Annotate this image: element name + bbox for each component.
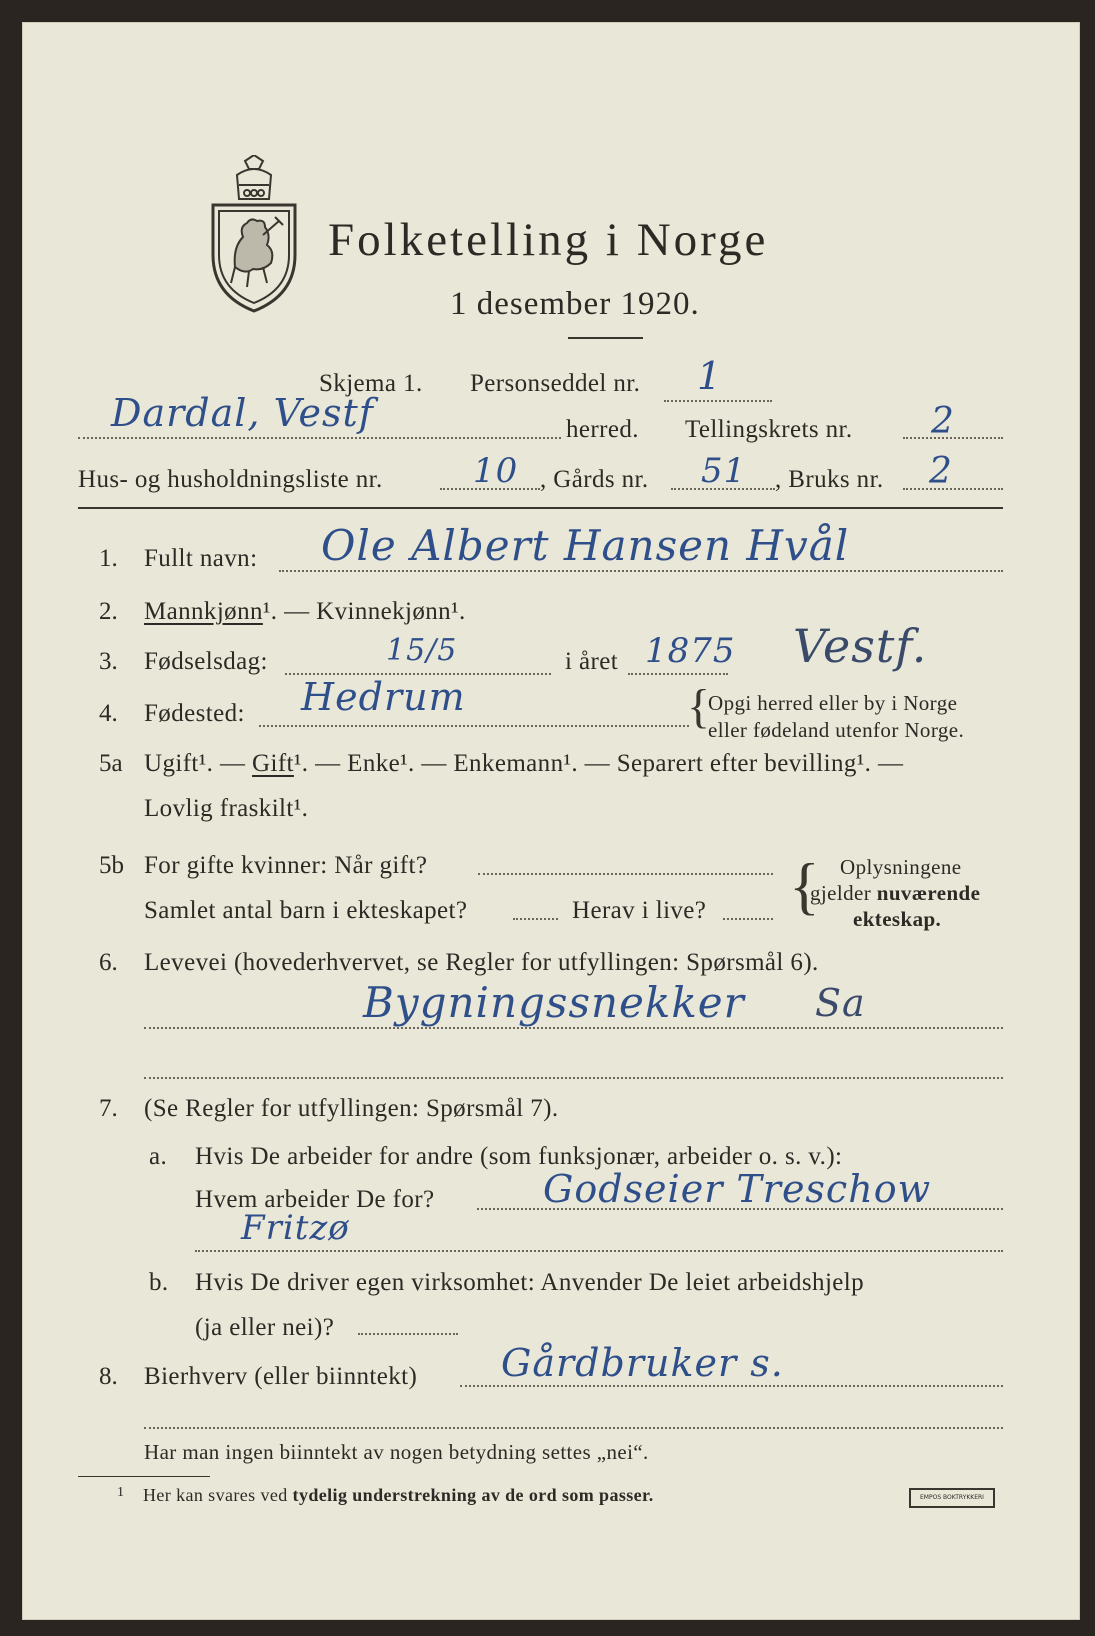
- occupation-line: [144, 1027, 1003, 1029]
- q1-number: 1.: [99, 545, 118, 572]
- side-income-value[interactable]: Gårdbruker s.: [501, 1341, 784, 1385]
- census-form: [22, 22, 1080, 1620]
- herred-value[interactable]: Dardal, Vestf: [111, 391, 374, 435]
- herred-line: [78, 437, 561, 439]
- occupation-value[interactable]: Bygningssnekker: [363, 978, 745, 1027]
- husholdningsliste-value[interactable]: 10: [473, 451, 519, 491]
- printer-stamp: EMPOS BOKTRYKKERI: [909, 1488, 995, 1508]
- section-divider: [78, 507, 1003, 509]
- q5b-note-line2: gjelder nuværende: [810, 881, 981, 905]
- q7b-text: Hvis De driver egen virksomhet: Anvender De leiet arbeidshjelp: [195, 1269, 865, 1296]
- year-label: i året: [565, 648, 619, 675]
- form-date: 1 desember 1920.: [450, 286, 700, 322]
- form-title: Folketelling i Norge: [328, 214, 769, 266]
- q5a-number: 5a: [99, 750, 123, 777]
- personseddel-value[interactable]: 1: [697, 354, 723, 398]
- employer-value[interactable]: Godseier Treschow: [543, 1167, 932, 1211]
- footnote-text: Her kan svares ved tydelig understrekning av de ord som passer.: [143, 1485, 654, 1505]
- q5b-brace: {: [789, 850, 820, 921]
- q4-note-line1: Opgi herred eller by i Norge: [708, 691, 958, 715]
- alive-line: [723, 918, 773, 920]
- q6-label: Levevei (hovederhvervet, se Regler for utfyllingen: Spørsmål 6).: [144, 949, 819, 976]
- gards-label: , Gårds nr.: [540, 466, 649, 493]
- q5a-options: [144, 750, 903, 778]
- occupation-line-2: [144, 1077, 1003, 1079]
- q2-number: 2.: [99, 598, 118, 625]
- side-income-line-2: [144, 1427, 1003, 1429]
- personseddel-label: Personseddel nr.: [470, 370, 641, 397]
- hired-help-line: [358, 1333, 458, 1335]
- q5b-note-line3: ekteskap.: [853, 907, 942, 931]
- option-ugift[interactable]: Ugift¹. —: [144, 750, 253, 777]
- tellingskrets-label: Tellingskrets nr.: [685, 416, 853, 443]
- q5b-number: 5b: [99, 852, 124, 879]
- q6-number: 6.: [99, 949, 118, 976]
- title-divider: [568, 337, 643, 339]
- q2-options: [144, 598, 466, 626]
- q5b-label1: For gifte kvinner: Når gift?: [144, 852, 428, 879]
- q5b-label2: Samlet antal barn i ekteskapet?: [144, 897, 468, 924]
- q5b-label3: Herav i live?: [572, 897, 707, 924]
- bruks-label: , Bruks nr.: [775, 466, 884, 493]
- married-when-line: [478, 873, 773, 875]
- side-income-line: [460, 1385, 1003, 1387]
- coat-of-arms-icon: [205, 155, 303, 315]
- option-other-status[interactable]: ¹. — Enke¹. — Enkemann¹. — Separert efter bevilling¹. —: [293, 750, 904, 777]
- birth-year-value[interactable]: 1875: [645, 631, 736, 671]
- husholdningsliste-label: Hus- og husholdningsliste nr.: [78, 466, 383, 493]
- schema-label: Skjema 1.: [319, 370, 423, 397]
- q4-label: Fødested:: [144, 700, 245, 727]
- q8-number: 8.: [99, 1363, 118, 1390]
- q1-line: [279, 570, 1003, 572]
- q8-label: Bierhverv (eller biinntekt): [144, 1363, 418, 1390]
- option-fraskilt[interactable]: Lovlig fraskilt¹.: [144, 795, 309, 822]
- footnote-rule: [78, 1476, 210, 1477]
- option-male[interactable]: Mannkjønn: [144, 598, 263, 625]
- q1-label: Fullt navn:: [144, 545, 258, 572]
- employer-line-2: [195, 1250, 1003, 1252]
- q5b-note-line1: Oplysningene: [840, 855, 962, 879]
- year-line: [628, 673, 728, 675]
- option-female[interactable]: Kvinnekjønn¹.: [316, 598, 466, 625]
- q7a-text: Hvis De arbeider for andre (som funksjonær, arbeider o. s. v.):: [195, 1143, 843, 1170]
- children-line: [513, 918, 558, 920]
- q3-number: 3.: [99, 648, 118, 675]
- q7-label: (Se Regler for utfyllingen: Spørsmål 7).: [144, 1095, 559, 1122]
- birthplace-value[interactable]: Hedrum: [301, 675, 466, 719]
- q4-number: 4.: [99, 700, 118, 727]
- herred-label: herred.: [566, 416, 639, 443]
- q7a-question: Hvem arbeider De for?: [195, 1186, 435, 1213]
- bruks-line: [903, 488, 1003, 490]
- full-name-value[interactable]: Ole Albert Hansen Hvål: [321, 521, 850, 570]
- q4-note-line2: eller fødeland utenfor Norge.: [708, 718, 965, 742]
- bruks-value[interactable]: 2: [929, 451, 953, 492]
- q7b-letter: b.: [149, 1269, 169, 1296]
- personseddel-line: [664, 400, 772, 402]
- footnote-mark: 1: [117, 1485, 125, 1500]
- income-note: Har man ingen biinntekt av nogen betydning settes „nei“.: [144, 1440, 649, 1464]
- q7b-question: (ja eller nei)?: [195, 1314, 335, 1341]
- birthplace-line: [259, 725, 689, 727]
- birth-note-value[interactable]: Vestf.: [793, 619, 928, 673]
- q7a-letter: a.: [149, 1143, 168, 1170]
- employer-location-value[interactable]: Fritzø: [241, 1208, 350, 1248]
- q2-separator: ¹. —: [262, 598, 317, 625]
- q7-number: 7.: [99, 1095, 118, 1122]
- occupation-code[interactable]: Sa: [815, 981, 866, 1025]
- gards-value[interactable]: 51: [701, 451, 747, 491]
- birthday-value[interactable]: 15/5: [386, 633, 458, 668]
- tellingskrets-value[interactable]: 2: [931, 401, 955, 442]
- q3-label: Fødselsdag:: [144, 648, 268, 675]
- q4-brace: {: [687, 680, 711, 733]
- option-gift[interactable]: Gift: [252, 750, 294, 777]
